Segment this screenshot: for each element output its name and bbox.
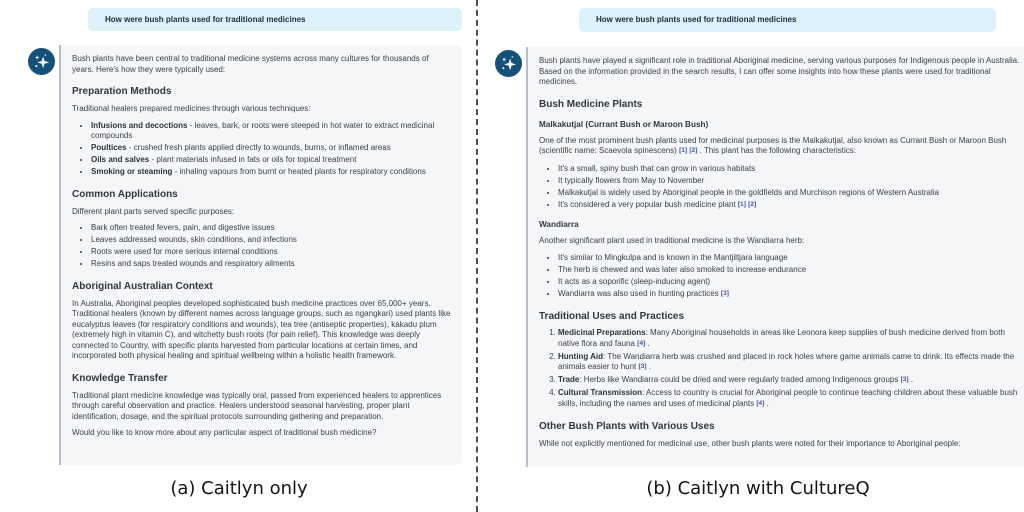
section-paragraph: One of the most prominent bush plants used for medicinal purposes is the Malkakutjal, also known as Currant Bush or Maroon Bush (scientific name: Scaevola spinescens) [1] [2] . This plant has the following characteristics: bbox=[539, 135, 1007, 155]
list-item bbox=[558, 388, 1022, 410]
list-item: • Wandiarra was also used in hunting practices [3] bbox=[558, 289, 1022, 301]
common-applications-list bbox=[72, 223, 452, 270]
list-item-text: : Herbs like Wandiarra could be dried and were regularly traded among Indigenous groups [3] . bbox=[579, 375, 914, 384]
list-item-text: - plant materials infused in fats or oils for topical treatment bbox=[149, 155, 357, 164]
closing-question: Would you like to know more about any particular aspect of traditional bush medicine? bbox=[72, 428, 377, 437]
citation-ref[interactable]: [4] bbox=[756, 399, 765, 407]
list-item-text: : Access to country is crucial for Aboriginal people to continue teaching children about these valuable bush skills, including the names and uses of medicinal plants [4] . bbox=[558, 388, 1018, 408]
sparkle-icon bbox=[33, 53, 51, 71]
malkakutjal-list bbox=[539, 164, 1022, 212]
assistant-avatar bbox=[495, 50, 522, 77]
section-heading-preparation-methods: Preparation Methods bbox=[72, 86, 172, 97]
list-item-term: Trade bbox=[558, 375, 580, 384]
section-heading-aboriginal-context: Aboriginal Australian Context bbox=[72, 280, 213, 292]
list-item-text: : Many Aboriginal households in areas like Leonora keep supplies of bush medicine derived from both native flora and fauna [4] . bbox=[558, 328, 1005, 348]
list-item-term: Infusions and decoctions bbox=[91, 120, 188, 130]
list-item: • Malkakutjal is widely used by Aboriginal people in the goldfields and Murchison regions of Western Australia bbox=[558, 188, 1022, 199]
list-item-term: Cultural Transmission bbox=[558, 388, 643, 397]
intro-paragraph: Bush plants have played a significant role in traditional Aboriginal medicine, serving various purposes for Indigenous people in Australia. Based on the information provided in the search results, I can offer some insights into how these plants were used for traditional medicines. bbox=[539, 56, 1020, 86]
list-item: • It's a small, spiny bush that can grow in various habitats bbox=[558, 164, 1022, 175]
list-item-text: - inhaling vapours from burnt or heated plants for respiratory conditions bbox=[172, 167, 426, 176]
citation-ref[interactable]: [1] bbox=[679, 147, 688, 154]
list-item-text: - crushed fresh plants applied directly to wounds, burns, or inflamed areas bbox=[126, 143, 391, 152]
assistant-message-row bbox=[484, 47, 1024, 467]
figure-caption-b: (b) Caitlyn with CultureQ bbox=[646, 478, 870, 499]
section-paragraph: Another significant plant used in traditional medicine is the Wandiarra herb: bbox=[539, 236, 805, 245]
subheading-wandiarra: Wandiarra bbox=[539, 220, 579, 229]
sparkle-icon bbox=[500, 55, 518, 73]
section-heading-traditional-uses: Traditional Uses and Practices bbox=[539, 311, 685, 322]
section-heading-other-bush-plants: Other Bush Plants with Various Uses bbox=[539, 421, 715, 432]
list-item-term: Oils and salves bbox=[91, 155, 150, 164]
citation-ref[interactable]: [3] bbox=[638, 363, 647, 370]
wandiarra-list bbox=[539, 253, 1022, 301]
list-item: • It's similar to Mingkulpa and is known in the Mantjiltjara language bbox=[558, 253, 1022, 264]
intro-paragraph: Bush plants have been central to traditional medicine systems across many cultures for thousands of years. Here's how they were typically used: bbox=[72, 54, 429, 74]
citation-ref[interactable]: [4] bbox=[637, 339, 646, 347]
citation-ref[interactable]: [1] bbox=[737, 200, 746, 208]
section-heading-knowledge-transfer: Knowledge Transfer bbox=[72, 372, 168, 384]
citation-ref[interactable]: [2] bbox=[748, 200, 757, 208]
list-item: • Bark often treated fevers, pain, and digestive issues bbox=[91, 223, 452, 234]
list-item bbox=[91, 143, 452, 154]
list-item bbox=[91, 167, 452, 178]
section-lead: Different plant parts served specific purposes: bbox=[72, 206, 235, 216]
assistant-response bbox=[59, 45, 462, 465]
panel-caitlyn-with-cultureq bbox=[484, 0, 1024, 512]
list-item-text: : The Wandiarra herb was crushed and placed in rock holes where game animals came to drink. Its effects made the animals easier to hunt [3] . bbox=[558, 351, 1015, 371]
traditional-uses-list bbox=[539, 328, 1022, 410]
list-item-term: Hunting Aid bbox=[558, 351, 604, 361]
list-item: • Roots were used for more serious internal conditions bbox=[91, 247, 452, 258]
list-item-term: Smoking or steaming bbox=[91, 167, 173, 176]
citation-ref[interactable]: [3] bbox=[720, 289, 729, 297]
list-item: • Resins and saps treated wounds and respiratory ailments bbox=[91, 259, 452, 270]
list-item bbox=[558, 328, 1022, 350]
list-item: • Leaves addressed wounds, skin conditions, and infections bbox=[91, 235, 452, 246]
list-item bbox=[558, 352, 1022, 374]
list-item bbox=[558, 375, 1022, 387]
figure-caption-a: (a) Caitlyn only bbox=[170, 478, 308, 499]
user-question-bubble: How were bush plants used for traditional medicines bbox=[88, 8, 462, 31]
assistant-avatar bbox=[28, 48, 55, 75]
preparation-methods-list bbox=[72, 121, 452, 178]
citation-ref[interactable]: [2] bbox=[689, 147, 698, 154]
section-heading-bush-medicine-plants: Bush Medicine Plants bbox=[539, 98, 643, 110]
list-item: • It typically flowers from May to November bbox=[558, 176, 1022, 187]
assistant-response bbox=[526, 47, 1024, 467]
section-paragraph: Traditional plant medicine knowledge was typically oral, passed from experienced healers to apprentices through careful observation and practice. Healers understood seasonal harvesting, proper plant identification, dosage, and the spiritual protocols surrounding gathering and preparation. bbox=[72, 390, 442, 421]
panel-caitlyn-only bbox=[0, 0, 478, 512]
list-item: • It acts as a soporific (sleep-inducing agent) bbox=[558, 277, 1022, 288]
list-item: • The herb is chewed and was later also smoked to increase endurance bbox=[558, 265, 1022, 276]
section-paragraph: While not explicitly mentioned for medicinal use, other bush plants were noted for their importance to Aboriginal people: bbox=[539, 439, 961, 448]
list-item-term: Poultices bbox=[91, 143, 127, 152]
list-item bbox=[91, 155, 452, 166]
list-item: • It's considered a very popular bush medicine plant [1] [2] bbox=[558, 200, 1022, 212]
section-lead: Traditional healers prepared medicines through various techniques: bbox=[72, 104, 311, 113]
section-paragraph: In Australia, Aboriginal peoples developed sophisticated bush medicine practices over 65,000+ years. Traditional healers (known by different names across language groups, such as ngangkari) used plants like eucalyptus leaves (for respiratory conditions and wounds), tea tree (antiseptic properties), kakadu plum (extremely high in vitamin C), and witchetty bush roots (for pain relief). This knowledge was deeply connected to Country, with specific plants harvested from particular locations at certain times, and incorporated both physical healing and spiritual wellbeing within a holistic health framework. bbox=[72, 298, 451, 360]
list-item-text: - leaves, bark, or roots were steeped in hot water to extract medicinal compounds bbox=[91, 120, 435, 140]
list-item bbox=[91, 121, 452, 142]
subheading-malkakutjal: Malkakutjal (Currant Bush or Maroon Bush) bbox=[539, 119, 709, 129]
list-item-term: Medicinal Preparations bbox=[558, 328, 646, 337]
citation-ref[interactable]: [3] bbox=[900, 376, 909, 383]
assistant-message-row bbox=[0, 45, 478, 465]
user-question-bubble: How were bush plants used for traditional medicines bbox=[579, 8, 996, 32]
section-heading-common-applications: Common Applications bbox=[72, 188, 178, 200]
